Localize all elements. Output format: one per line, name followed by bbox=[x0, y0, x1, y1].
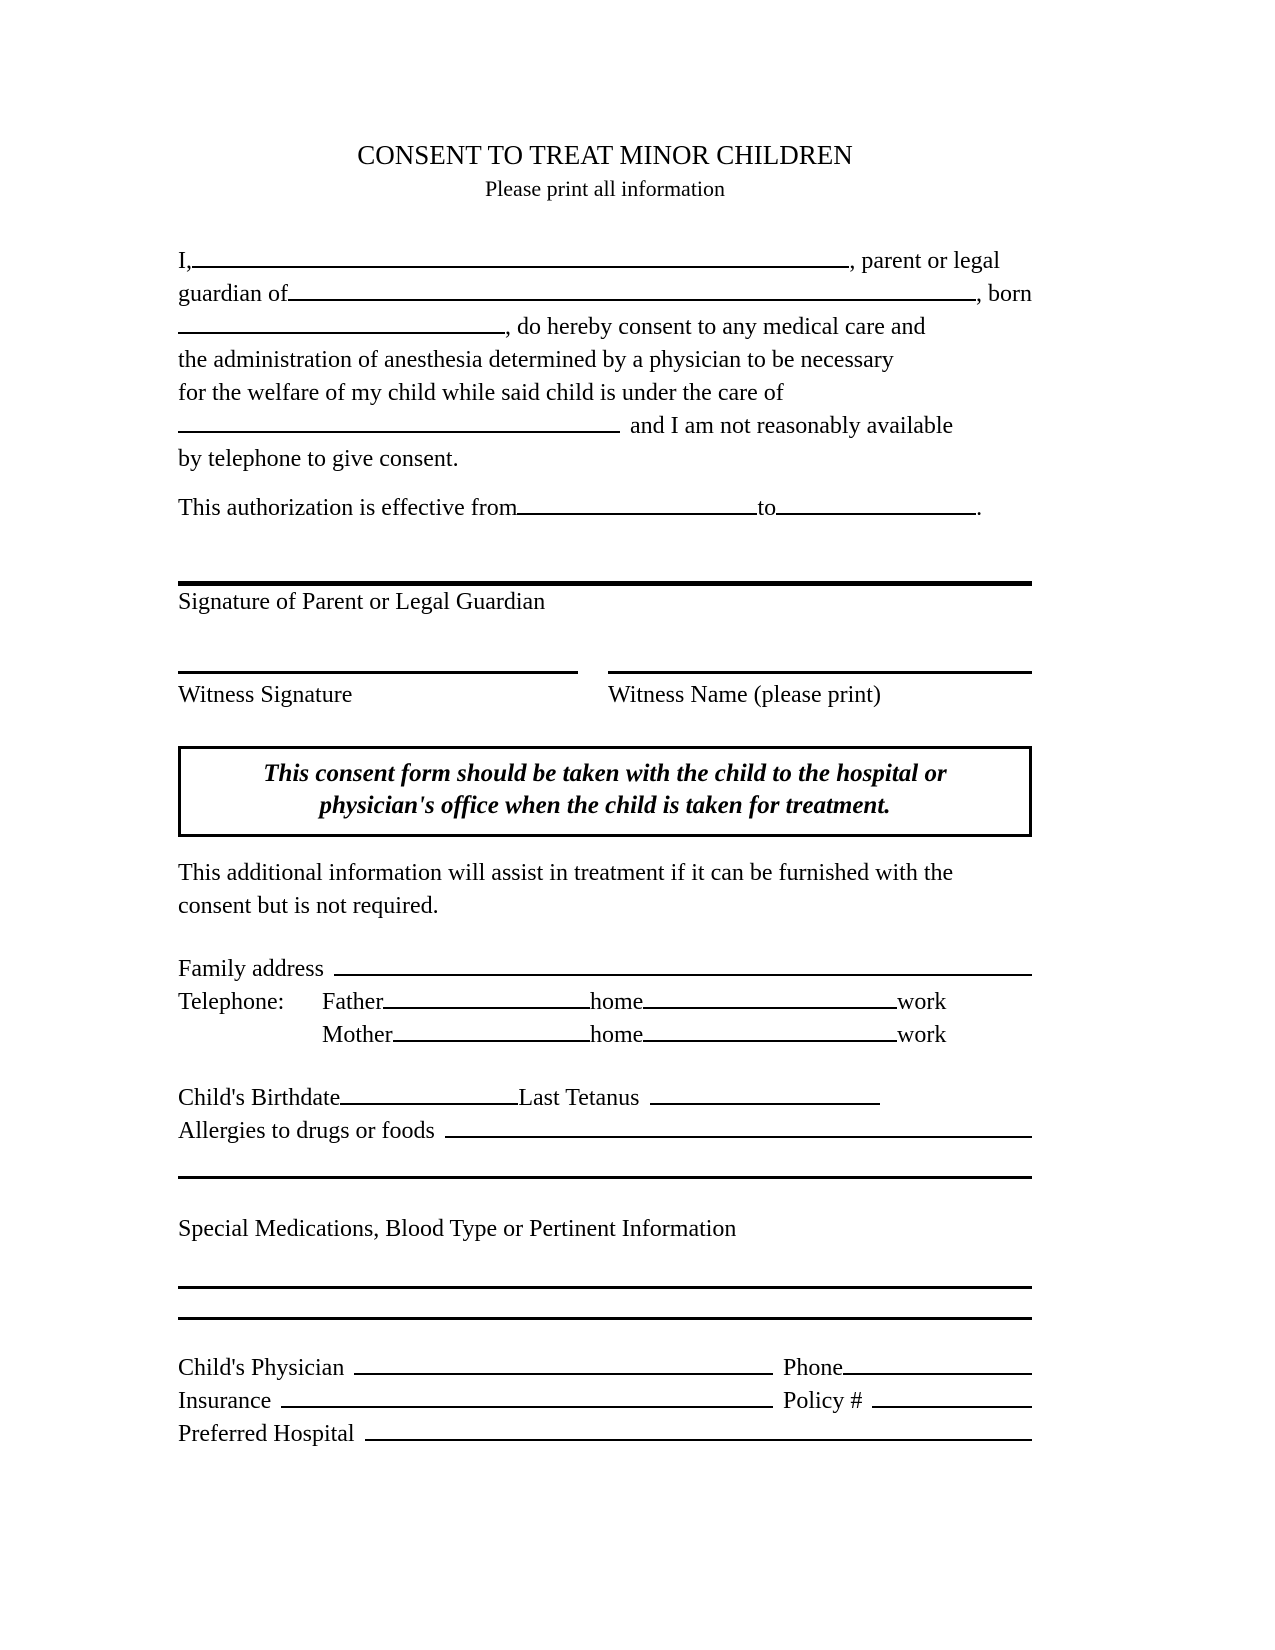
child-name-blank[interactable] bbox=[288, 291, 976, 301]
policy-cell bbox=[783, 1385, 1032, 1418]
physician-phone-blank[interactable] bbox=[843, 1365, 1032, 1375]
effective-from-date-blank[interactable] bbox=[517, 505, 757, 515]
allergies-blank[interactable] bbox=[445, 1128, 1032, 1138]
allergies-continuation-line[interactable] bbox=[178, 1176, 1032, 1179]
mother-work-label: work bbox=[897, 1022, 947, 1048]
preferred-hospital-label: Preferred Hospital bbox=[178, 1421, 355, 1447]
childs-birthdate-label: Child's Birthdate bbox=[178, 1085, 341, 1111]
childs-physician-label: Child's Physician bbox=[178, 1355, 345, 1381]
witness-name-blank[interactable] bbox=[608, 671, 1032, 674]
father-work-label: work bbox=[897, 989, 947, 1015]
consent-line-4 bbox=[178, 344, 1032, 377]
special-medications-label: Special Medications, Blood Type or Pertinent Information bbox=[178, 1216, 737, 1242]
mother-work-cell bbox=[590, 1019, 897, 1052]
consent-line4-text: the administration of anesthesia determined by a physician to be necessary bbox=[178, 347, 894, 373]
witness-signature-blank[interactable] bbox=[178, 671, 578, 674]
policy-number-label: Policy # bbox=[783, 1388, 863, 1414]
consent-line6-post-text: and I am not reasonably available bbox=[630, 413, 954, 439]
authorization-period-text: . bbox=[976, 495, 983, 521]
mother-home-label: home bbox=[590, 1022, 644, 1048]
authorization-to-text: to bbox=[757, 495, 777, 521]
childs-physician-blank[interactable] bbox=[354, 1365, 773, 1375]
parent-name-blank[interactable] bbox=[192, 258, 849, 268]
consent-line5-text: for the welfare of my child while said child is under the care of bbox=[178, 380, 784, 406]
policy-number-blank[interactable] bbox=[872, 1398, 1032, 1408]
allergies-row bbox=[178, 1115, 1032, 1148]
childs-physician-cell bbox=[178, 1352, 773, 1385]
consent-line-1 bbox=[178, 245, 1000, 278]
telephone-label: Telephone: bbox=[178, 989, 285, 1015]
page-title: CONSENT TO TREAT MINOR CHILDREN bbox=[357, 140, 853, 170]
preferred-hospital-row bbox=[178, 1418, 1032, 1451]
consent-line7-text: by telephone to give consent. bbox=[178, 446, 459, 472]
witness-signature-label: Witness Signature bbox=[178, 682, 353, 708]
witness-signature-column bbox=[178, 671, 578, 712]
family-address-label: Family address bbox=[178, 956, 324, 982]
consent-line2-post-text: , born bbox=[976, 281, 1032, 307]
physician-phone-cell bbox=[783, 1352, 1032, 1385]
father-work-phone-blank[interactable] bbox=[643, 999, 897, 1009]
consent-line1-post-text: , parent or legal bbox=[849, 248, 1000, 274]
authorization-line bbox=[178, 492, 1032, 525]
physician-phone-row bbox=[178, 1352, 1032, 1385]
notice-box bbox=[178, 746, 1032, 837]
insurance-blank[interactable] bbox=[281, 1398, 773, 1408]
authorization-pre-text: This authorization is effective from bbox=[178, 495, 518, 521]
insurance-cell bbox=[178, 1385, 773, 1418]
telephone-mother-row bbox=[178, 1019, 1032, 1052]
family-address-blank[interactable] bbox=[334, 966, 1032, 976]
effective-to-date-blank[interactable] bbox=[776, 505, 976, 515]
birthdate-tetanus-row bbox=[178, 1082, 1032, 1115]
insurance-policy-row bbox=[178, 1385, 1032, 1418]
witness-name-column bbox=[608, 671, 1032, 712]
caregiver-name-blank[interactable] bbox=[178, 423, 620, 433]
childs-birthdate-blank[interactable] bbox=[340, 1095, 518, 1105]
mother-label: Mother bbox=[322, 1022, 393, 1048]
consent-line3-post-text: , do hereby consent to any medical care and bbox=[505, 314, 926, 340]
family-address-row bbox=[178, 953, 1032, 986]
notice-line-2: physician's office when the child is taken for treatment. bbox=[319, 792, 891, 819]
last-tetanus-label: Last Tetanus bbox=[518, 1085, 640, 1111]
father-home-label: home bbox=[590, 989, 644, 1015]
mother-work-phone-blank[interactable] bbox=[643, 1032, 897, 1042]
father-work-cell bbox=[590, 986, 897, 1019]
parent-signature-label: Signature of Parent or Legal Guardian bbox=[178, 589, 546, 615]
consent-line1-pre-text: I, bbox=[178, 248, 192, 274]
consent-paragraph bbox=[178, 245, 1032, 476]
father-label: Father bbox=[322, 989, 384, 1015]
physician-phone-label: Phone bbox=[783, 1355, 843, 1381]
mother-phone-cell bbox=[322, 1019, 590, 1052]
consent-line2-pre-text: guardian of bbox=[178, 281, 288, 307]
preferred-hospital-blank[interactable] bbox=[365, 1431, 1032, 1441]
consent-line-7 bbox=[178, 443, 1032, 476]
insurance-label: Insurance bbox=[178, 1388, 272, 1414]
father-phone-cell bbox=[322, 986, 590, 1019]
special-medications-row bbox=[178, 1213, 1032, 1246]
consent-line-5 bbox=[178, 377, 1032, 410]
additional-info-paragraph: This additional information will assist in treatment if it can be furnished with the consent but is not required. bbox=[178, 860, 954, 919]
witness-name-label: Witness Name (please print) bbox=[608, 682, 881, 708]
mother-home-phone-blank[interactable] bbox=[393, 1032, 590, 1042]
consent-line-3 bbox=[178, 311, 1032, 344]
allergies-label: Allergies to drugs or foods bbox=[178, 1118, 435, 1144]
page-subtitle: Please print all information bbox=[484, 176, 726, 201]
father-home-phone-blank[interactable] bbox=[383, 999, 590, 1009]
telephone-father-row bbox=[178, 986, 1032, 1019]
child-birthdate-blank[interactable] bbox=[178, 324, 505, 334]
last-tetanus-blank[interactable] bbox=[650, 1095, 880, 1105]
consent-line-6 bbox=[178, 410, 1032, 443]
notice-line-1: This consent form should be taken with the child to the hospital or bbox=[263, 760, 947, 787]
witness-section bbox=[178, 671, 1032, 712]
consent-line-2 bbox=[178, 278, 1032, 311]
special-medications-line-2[interactable] bbox=[178, 1317, 1032, 1320]
special-medications-line-1[interactable] bbox=[178, 1286, 1032, 1289]
